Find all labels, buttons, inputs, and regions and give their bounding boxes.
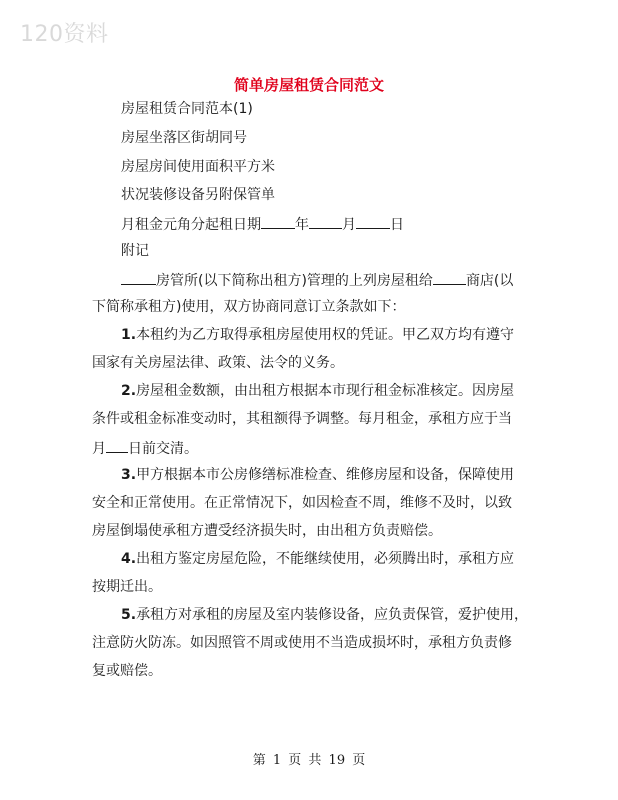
- clause-text: 房屋租金数额，由出租方根据本市现行租金标准核定。因房屋: [136, 383, 515, 399]
- blank-field: [433, 270, 466, 285]
- clause-text: 承租方对承租的房屋及室内装修设备，应负责保管，爱护使用，: [136, 607, 529, 623]
- page-footer: 第 1 页 共 19 页: [252, 753, 366, 768]
- watermark: 120资料: [20, 22, 109, 47]
- clause-text: 本租约为乙方取得承租房屋使用权的凭证。甲乙双方均有遵守: [136, 327, 515, 343]
- blank-field: [356, 214, 390, 229]
- clause-line: [121, 466, 514, 484]
- appendix-label: 附记: [121, 243, 149, 259]
- intro-line: [121, 270, 513, 290]
- clause-number: 2.: [121, 383, 137, 399]
- clause-line: 条件或租金标准变动时，其租额得予调整。每月租金，承租方应于当: [92, 411, 512, 427]
- clause-text: 甲方根据本市公房修缮标准检查、维修房屋和设备，保障使用: [136, 467, 515, 483]
- clause-number: 1.: [121, 327, 137, 343]
- header-line: 房屋租赁合同范本(1): [121, 101, 253, 117]
- clause-line: 房屋倒塌使承租方遭受经济损失时，由出租方负责赔偿。: [92, 523, 442, 539]
- clause-line: 按期迁出。: [92, 579, 162, 595]
- rent-line: [121, 214, 404, 234]
- header-line: 房屋房间使用面积平方米: [121, 159, 275, 175]
- clause-line: 注意防火防冻。如因照管不周或使用不当造成损坏时，承租方负责修: [92, 635, 512, 651]
- header-line: 房屋坐落区街胡同号: [121, 130, 247, 146]
- clause-number: 3.: [121, 467, 137, 483]
- blank-field: [121, 270, 156, 285]
- rent-year-label: 年: [295, 217, 309, 233]
- clause-line: [121, 382, 514, 400]
- clause-text: 月: [92, 441, 106, 457]
- blank-field: [106, 438, 128, 453]
- clause-number: 5.: [121, 607, 137, 623]
- rent-prefix: 月租金元角分起租日期: [121, 217, 261, 233]
- clause-number: 4.: [121, 551, 137, 567]
- clause-line: [121, 606, 528, 624]
- clause-text: 日前交清。: [128, 441, 198, 457]
- clause-line: [121, 326, 514, 344]
- clause-line: 复或赔偿。: [92, 663, 162, 679]
- header-line: 状况装修设备另附保管单: [121, 187, 275, 203]
- document-title: 简单房屋租赁合同范文: [233, 76, 384, 94]
- clause-line: 国家有关房屋法律、政策、法令的义务。: [92, 355, 344, 371]
- clause-line: [92, 438, 198, 458]
- clause-line: [121, 550, 514, 568]
- intro-text: 房管所(以下简称出租方)管理的上列房屋租给: [156, 273, 433, 289]
- blank-field: [261, 214, 295, 229]
- clause-text: 出租方鉴定房屋危险，不能继续使用，必须腾出时，承租方应: [136, 551, 515, 567]
- intro-line: 下简称承租方)使用，双方协商同意订立条款如下：: [92, 299, 406, 315]
- rent-day-label: 日: [390, 217, 404, 233]
- intro-text: 商店(以: [465, 273, 514, 289]
- blank-field: [309, 214, 342, 229]
- clause-line: 安全和正常使用。在正常情况下，如因检查不周，维修不及时，以致: [92, 495, 512, 511]
- rent-month-label: 月: [342, 217, 356, 233]
